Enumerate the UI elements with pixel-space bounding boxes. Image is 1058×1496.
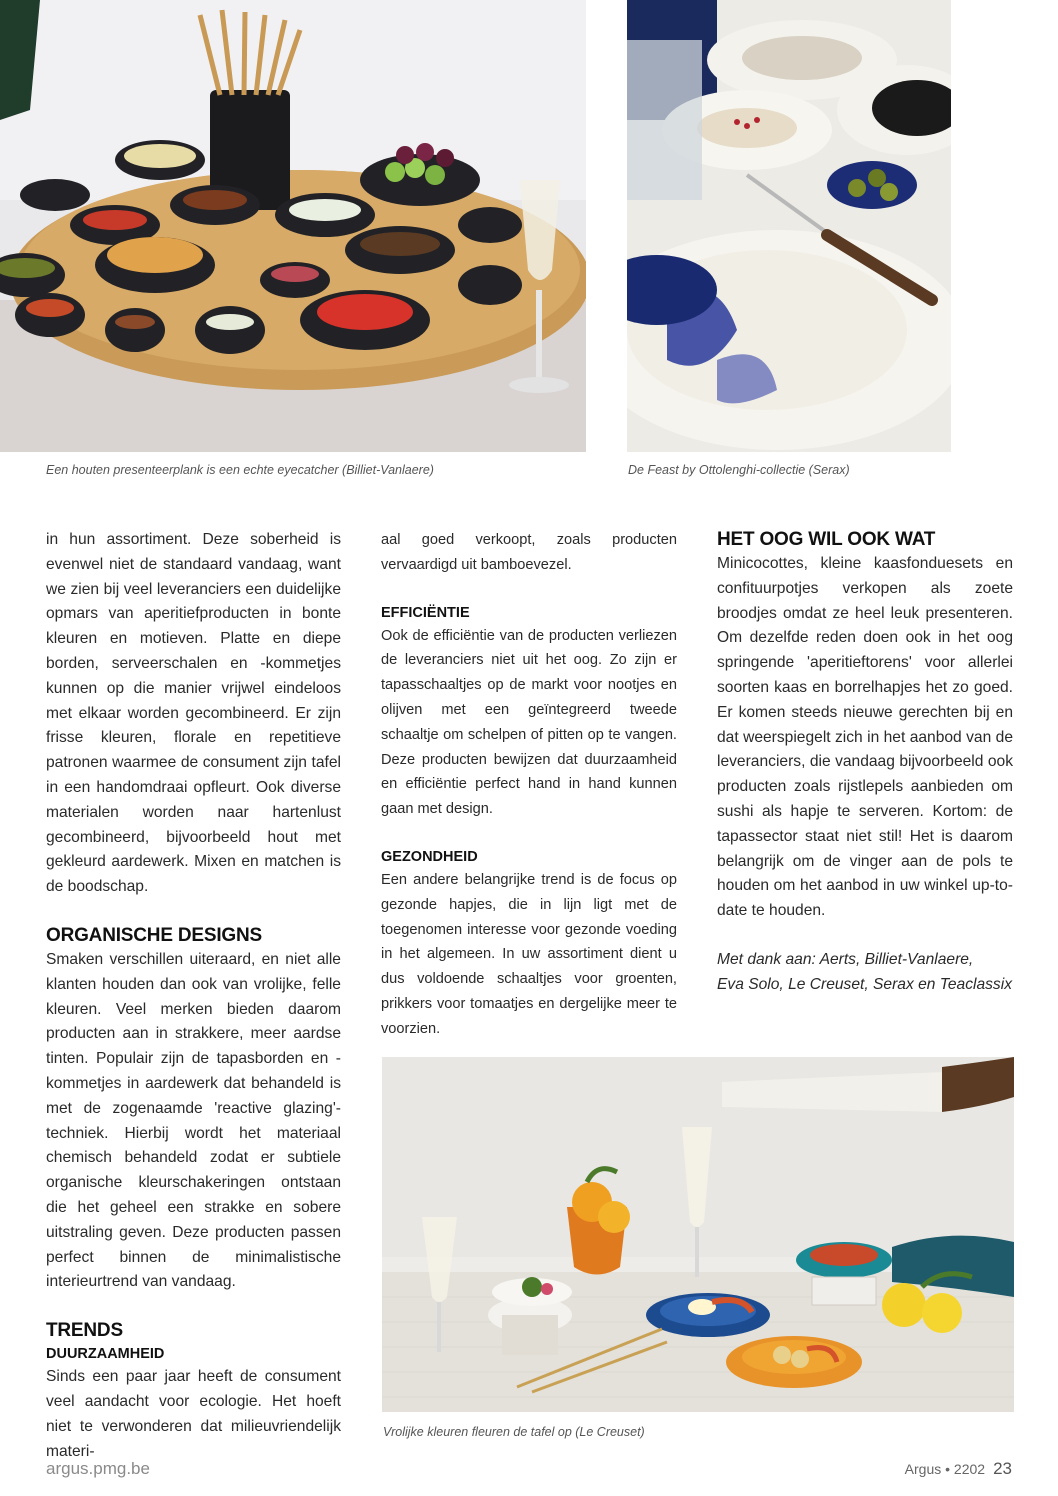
credits-line-2: Eva Solo, Le Creuset, Serax en Teaclassix: [717, 975, 1012, 993]
organic-paragraph: Smaken verschillen uiteraard, en niet alle klanten houden dan ook van vrolijke, felle kleuren. Veel merken bieden daarom producten aan in strakkere, meer aardse tinten. Populair zijn de tapasborden en -kommetjes in aardewerk dat behandeld is met de zogenaamde 'reactive glazing'-techniek. Hierbij wordt het materiaal chemisch behandeld zodat er subtiele organische kleurschakeringen ontstaan die het geheel een strakke en sobere uitstraling geven. Deze producten passen perfect binnen de minimalistische interieurtrend van vandaag.: [46, 950, 341, 1291]
article-column-3: [717, 528, 1013, 998]
caption-photo-2: De Feast by Ottolenghi-collectie (Serax): [628, 463, 850, 477]
page-number: 23: [993, 1459, 1012, 1478]
photo-colourful-table: [382, 1057, 1014, 1412]
caption-photo-3: Vrolijke kleuren fleuren de tafel op (Le Creuset): [383, 1425, 645, 1439]
credits-line-1: Met dank aan: Aerts, Billiet-Vanlaere,: [717, 950, 974, 968]
caption-photo-1: Een houten presenteerplank is een echte eyecatcher (Billiet-Vanlaere): [46, 463, 434, 477]
footer-issue: [905, 1459, 1012, 1479]
article-column-1: [46, 528, 341, 1464]
subheading-sustainability: DUURZAAMHEID: [46, 1346, 165, 1363]
sustainability-paragraph: Sinds een paar jaar heeft de consument veel aandacht voor ecologie. Het hoeft niet te verwonderen dat milieuvriendelijk materi-: [46, 1368, 341, 1460]
sustainability-continued: aal goed verkoopt, zoals producten vervaardigd uit bamboevezel.: [381, 532, 677, 573]
health-paragraph: Een andere belangrijke trend is de focus op gezonde hapjes, die in lijn ligt met de toegenomen interesse voor gezonde voeding in het algemeen. In uw assortiment dient u dus voldoende schaaltjes voor groenten, prikkers voor tomaatjes en dergelijke meer te voorzien.: [381, 871, 677, 1037]
photo-serving-board: [0, 0, 586, 452]
footer-issue-label: Argus • 2202: [904, 1461, 986, 1477]
intro-paragraph: in hun assortiment. Deze soberheid is evenwel niet de standaard vandaag, want we zien bij veel leveranciers een duidelijke opmars van aperitiefproducten in bonte kleuren en motieven. Platte en diepe borden, serveerschalen en -kommetjes kunnen op die manier vrijwel eindeloos met elkaar worden gecombineerd. Er zijn frisse kleuren, florale en repetitieve patronen waarmee de consument zijn tafel in een handomdraai opfleurt. Ook diverse materialen worden naar hartenlust gecombineerd, bijvoorbeeld hout met gekleurd aardewerk. Mixen en matchen is de boodschap.: [46, 531, 341, 896]
subheading-efficiency: EFFICIËNTIE: [381, 604, 470, 621]
article-column-2: [381, 528, 677, 1042]
subheading-health: GEZONDHEID: [381, 848, 478, 865]
eye-paragraph: Minicocottes, kleine kaasfonduesets en confituurpotjes verkopen als zoete broodjes omdat ze heel leuk presenteren. Om dezelfde reden doen ook in het oog springende 'aperitieftorens' voor allerlei soorten kaas en borrelhapjes het zo goed. Er komen steeds nieuwe gerechten bij en dat weerspiegelt zich in het aanbod van de leveranciers, die vandaag bijvoorbeeld ook producten zoals rijstlepels aanbieden om sushi als hapje te serveren. Kortom: de tapassector staat niet stil! Het is daarom belangrijk om de vinger aan de pols te houden om het aanbod in uw winkel up-to-date te houden.: [717, 555, 1013, 920]
heading-organic-designs: ORGANISCHE DESIGNS: [46, 924, 262, 946]
photo-feast-collection: [627, 0, 951, 452]
heading-het-oog: HET OOG WIL OOK WAT: [717, 529, 936, 550]
heading-trends: TRENDS: [46, 1320, 123, 1342]
footer-website-link[interactable]: argus.pmg.be: [46, 1459, 150, 1478]
efficiency-paragraph: Ook de efficiëntie van de producten verliezen de leveranciers niet uit het oog. Zo zijn er tapasschaaltjes op de markt voor nootjes en olijven met een geïntegreerd tweede schaaltje om schelpen of pitten op te vangen. Deze producten bewijzen dat duurzaamheid en efficiëntie perfect hand in hand kunnen gaan met design.: [381, 627, 677, 818]
